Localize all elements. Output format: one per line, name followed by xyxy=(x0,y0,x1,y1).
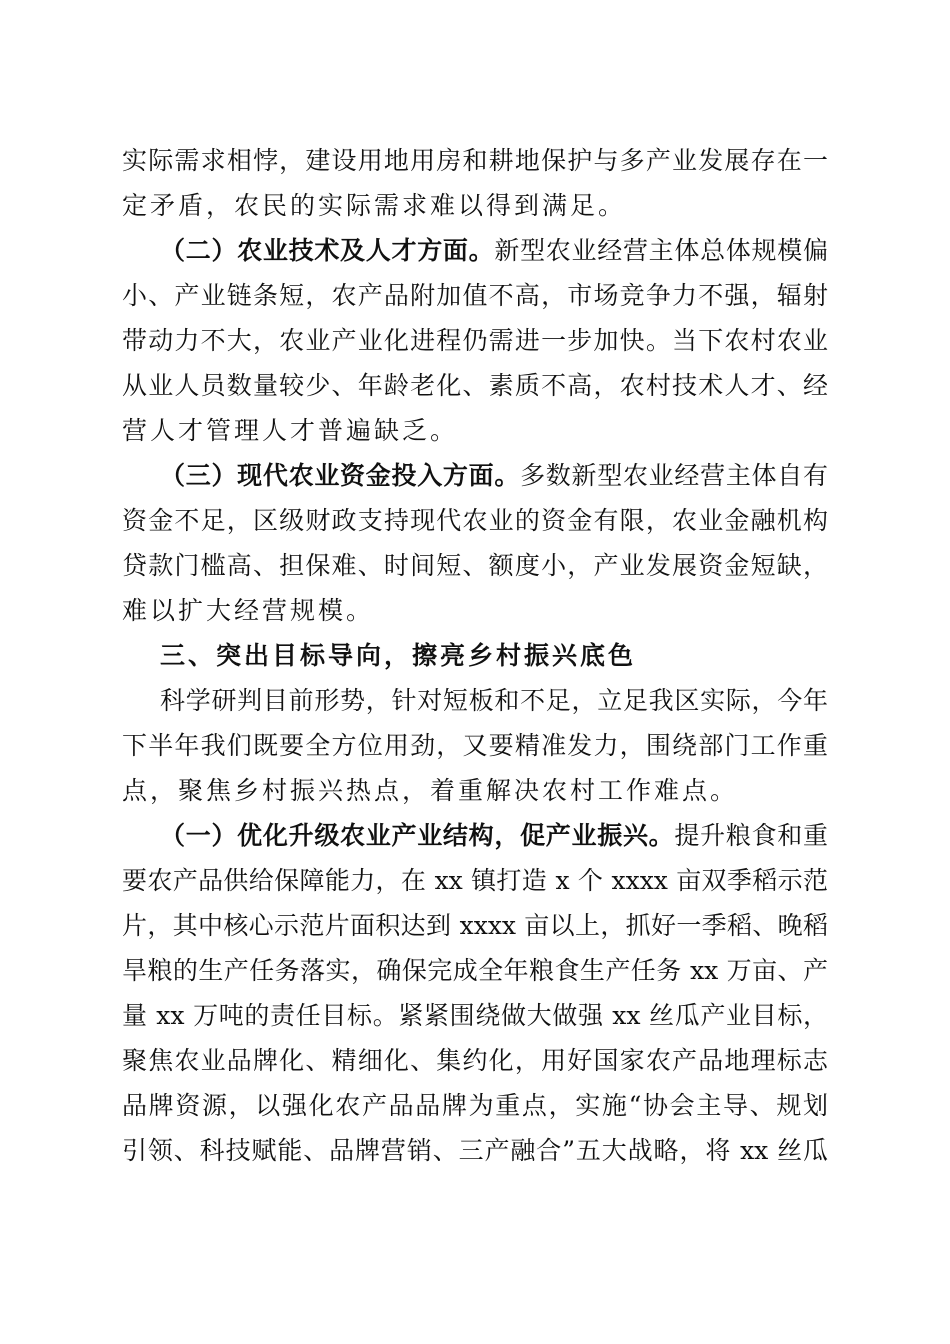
text-line: 定矛盾，农民的实际需求难以得到满足。 xyxy=(122,191,627,220)
text-line: 要农产品供给保障能力，在 xx 镇打造 x 个 xxxx 亩双季稻示范 xyxy=(122,866,828,895)
section-title-agri-tech-talent: （二）农业技术及人才方面。 xyxy=(160,236,495,265)
text-line: 科学研判目前形势，针对短板和不足，立足我区实际，今年 xyxy=(160,686,828,715)
text-line: 片，其中核心示范片面积达到 xxxx 亩以上，抓好一季稻、晚稻 xyxy=(122,911,828,940)
section-line xyxy=(160,231,828,271)
text-line: 营人才管理人才普遍缺乏。 xyxy=(122,416,459,445)
section-text: 新型农业经营主体总体规模偏 xyxy=(494,236,828,265)
section-title-funding: （三）现代农业资金投入方面。 xyxy=(160,461,521,490)
section-line xyxy=(160,456,828,496)
text-line: 实际需求相悖，建设用地用房和耕地保护与多产业发展存在一 xyxy=(122,146,828,175)
text-line: 品牌资源，以强化农产品品牌为重点，实施“协会主导、规划 xyxy=(122,1091,828,1120)
text-line: 引领、科技赋能、品牌营销、三产融合”五大战略，将 xx 丝瓜 xyxy=(122,1136,828,1165)
text-line: 贷款门槛高、担保难、时间短、额度小，产业发展资金短缺， xyxy=(122,551,828,580)
text-line: 小、产业链条短，农产品附加值不高，市场竞争力不强，辐射 xyxy=(122,281,828,310)
text-line: 点，聚焦乡村振兴热点，着重解决农村工作难点。 xyxy=(122,776,739,805)
text-line: 旱粮的生产任务落实，确保完成全年粮食生产任务 xx 万亩、产 xyxy=(122,956,828,985)
text-line: 量 xx 万吨的责任目标。紧紧围绕做大做强 xx 丝瓜产业目标， xyxy=(122,1001,828,1030)
text-line: 下半年我们既要全方位用劲，又要精准发力，围绕部门工作重 xyxy=(122,731,828,760)
text-line: 资金不足，区级财政支持现代农业的资金有限，农业金融机构 xyxy=(122,506,828,535)
section-text: 多数新型农业经营主体自有 xyxy=(520,461,828,490)
chapter-heading: 三、突出目标导向，擦亮乡村振兴底色 xyxy=(160,641,637,670)
text-line: 带动力不大，农业产业化进程仍需进一步加快。当下农村农业 xyxy=(122,326,828,355)
text-line: 难以扩大经营规模。 xyxy=(122,596,375,625)
section-line xyxy=(160,816,828,856)
text-line: 聚焦农业品牌化、精细化、集约化，用好国家农产品地理标志 xyxy=(122,1046,828,1075)
section-text: 提升粮食和重 xyxy=(674,821,828,850)
text-line: 从业人员数量较少、年龄老化、素质不高，农村技术人才、经 xyxy=(122,371,828,400)
section-title-industry: （一）优化升级农业产业结构，促产业振兴。 xyxy=(160,821,675,850)
